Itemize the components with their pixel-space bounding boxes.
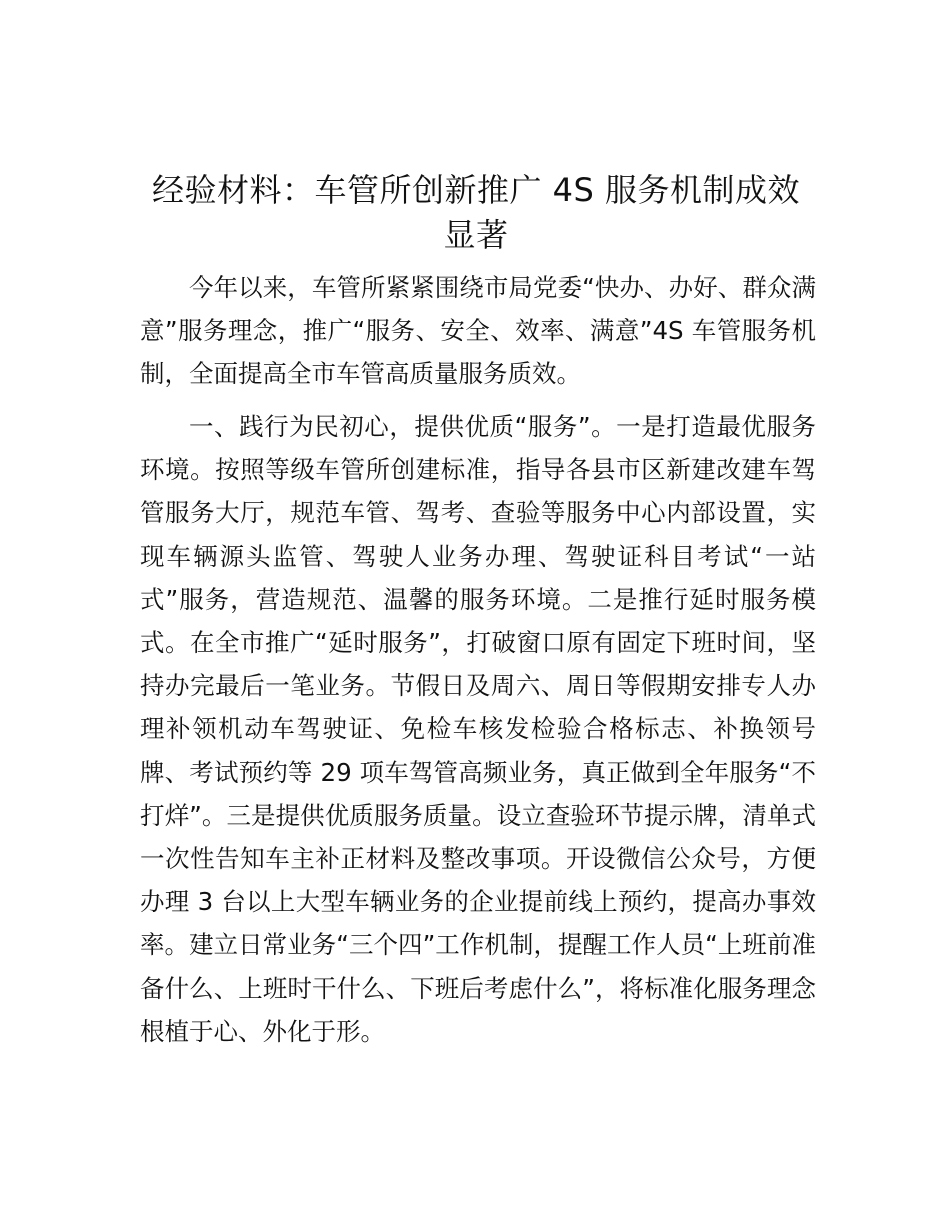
paragraph-section-one: 一、践行为民初心，提供优质“服务”。一是打造最优服务环境。按照等级车管所创建标准，指导各县市区新建改建车驾管服务大厅，规范车管、驾考、查验等服务中心内部设置，实现车辆源头监管、驾驶人业务办理、驾驶证科目考试“一站式”服务，营造规范、温馨的服务环境。二是推行延时服务模式。在全市推广“延时服务”，打破窗口原有固定下班时间，坚持办完最后一笔业务。节假日及周六、周日等假期安排专人办理补领机动车驾驶证、免检车核发检验合格标志、补换领号牌、考试预约等 29 项车驾管高频业务，真正做到全年服务“不打烊”。三是提供优质服务质量。设立查验环节提示牌，清单式一次性告知车主补正材料及整改事项。开设微信公众号，方便办理 3 台以上大型车辆业务的企业提前线上预约，提高办事效率。建立日常业务“三个四”工作机制，提醒工作人员“上班前准备什么、上班时干什么、下班后考虑什么”，将标准化服务理念根植于心、外化于形。	[140, 412, 816, 1046]
paragraph-intro: 今年以来，车管所紧紧围绕市局党委“快办、办好、群众满意”服务理念，推广“服务、安全、效率、满意”4S 车管服务机制，全面提高全市车管高质量服务质效。	[140, 273, 816, 389]
document-title: 经验材料：车管所创新推广 4S 服务机制成效显著	[151, 171, 801, 254]
